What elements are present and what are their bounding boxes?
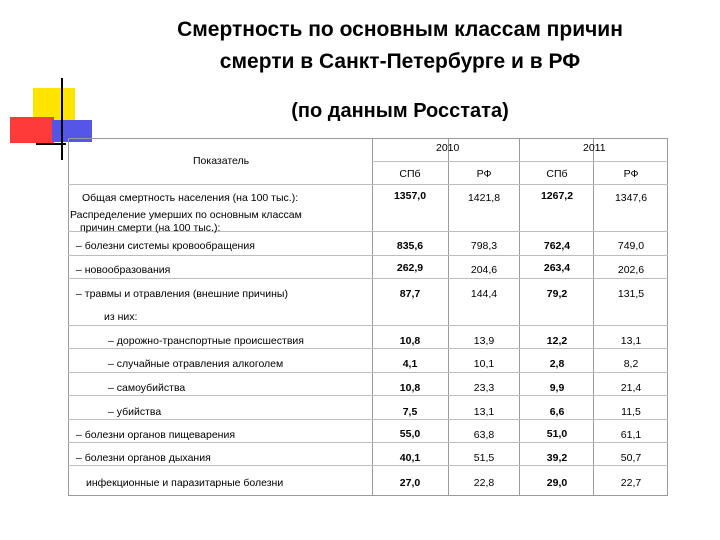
col-header-rf-2011: РФ	[623, 168, 639, 180]
row-label-homicides: – убийства	[108, 406, 162, 418]
cell-value: 63,8	[473, 429, 495, 441]
cell-value: 12,2	[546, 335, 568, 347]
row-label-alcohol-poisoning: – случайные отравления алкоголем	[108, 358, 284, 370]
cell-value: 1267,2	[540, 190, 574, 202]
row-label-road-traffic: – дорожно-транспортные происшествия	[108, 335, 304, 347]
cell-value: 61,1	[620, 429, 642, 441]
cell-value: 4,1	[402, 358, 418, 370]
cell-value: 9,9	[549, 382, 565, 394]
cell-value: 51,0	[546, 428, 568, 440]
cell-value: 10,8	[399, 335, 421, 347]
cell-value: 10,8	[399, 382, 421, 394]
cell-value: 762,4	[543, 240, 571, 252]
cell-value: 13,9	[473, 335, 495, 347]
col-header-rf-2010: РФ	[476, 168, 492, 180]
cell-value: 2,8	[549, 358, 565, 370]
cell-value: 144,4	[470, 288, 498, 300]
row-label-suicides: – самоубийства	[108, 382, 186, 394]
year-2010-header: 2010	[436, 142, 460, 154]
cell-value: 87,7	[399, 288, 421, 300]
row-label-neoplasms: – новообразования	[76, 264, 171, 276]
cell-value: 39,2	[546, 452, 568, 464]
indicator-header: Показатель	[193, 155, 250, 167]
col-header-spb-2011: СПб	[546, 168, 568, 180]
cell-value: 1347,6	[614, 192, 648, 204]
row-label-distribution-line2: причин смерти (на 100 тыс.):	[80, 222, 221, 234]
cell-value: 8,2	[623, 358, 639, 370]
cell-value: 7,5	[402, 406, 418, 418]
cell-value: 21,4	[620, 382, 642, 394]
cell-value: 798,3	[470, 240, 498, 252]
cell-value: 22,8	[473, 477, 495, 489]
cell-value: 79,2	[546, 288, 568, 300]
cell-value: 13,1	[620, 335, 642, 347]
cell-value: 29,0	[546, 477, 568, 489]
slide-title-line-1: Смертность по основным классам причин	[177, 18, 623, 41]
decor-vertical-line	[61, 78, 63, 160]
row-label-respiratory: – болезни органов дыхания	[76, 452, 211, 464]
row-label-infectious: инфекционные и паразитарные болезни	[86, 477, 284, 489]
cell-value: 6,6	[549, 406, 565, 418]
decor-horizontal-line	[36, 143, 66, 145]
cell-value: 1357,0	[393, 190, 427, 202]
cell-value: 262,9	[396, 262, 424, 274]
cell-value: 1421,8	[467, 192, 501, 204]
row-label-distribution: Распределение умерших по основным классам	[70, 209, 302, 221]
cell-value: 40,1	[399, 452, 421, 464]
slide-title-line-2: смерти в Санкт-Петербурге и в РФ	[219, 50, 581, 73]
col-header-spb-2010: СПб	[399, 168, 421, 180]
cell-value: 749,0	[617, 240, 645, 252]
cell-value: 22,7	[620, 477, 642, 489]
row-label-circulatory: – болезни системы кровообращения	[76, 240, 255, 252]
cell-value: 51,5	[473, 452, 495, 464]
cell-value: 50,7	[620, 452, 642, 464]
cell-value: 13,1	[473, 406, 495, 418]
cell-value: 263,4	[543, 262, 571, 274]
cell-value: 10,1	[473, 358, 495, 370]
cell-value: 23,3	[473, 382, 495, 394]
row-label-of-which: из них:	[104, 311, 138, 323]
mortality-table	[68, 138, 668, 496]
cell-value: 204,6	[470, 264, 498, 276]
cell-value: 27,0	[399, 477, 421, 489]
row-label-total: Общая смертность населения (на 100 тыс.):	[82, 192, 299, 204]
row-label-injuries: – травмы и отравления (внешние причины)	[76, 288, 288, 300]
cell-value: 11,5	[621, 406, 641, 418]
decor-red-square	[10, 117, 54, 143]
cell-value: 131,5	[617, 288, 645, 300]
cell-value: 55,0	[399, 428, 421, 440]
year-2011-header: 2011	[583, 142, 606, 154]
cell-value: 835,6	[396, 240, 424, 252]
slide-subtitle: (по данным Росстата)	[291, 100, 509, 122]
cell-value: 202,6	[617, 264, 645, 276]
row-label-digestive: – болезни органов пищеварения	[76, 429, 236, 441]
